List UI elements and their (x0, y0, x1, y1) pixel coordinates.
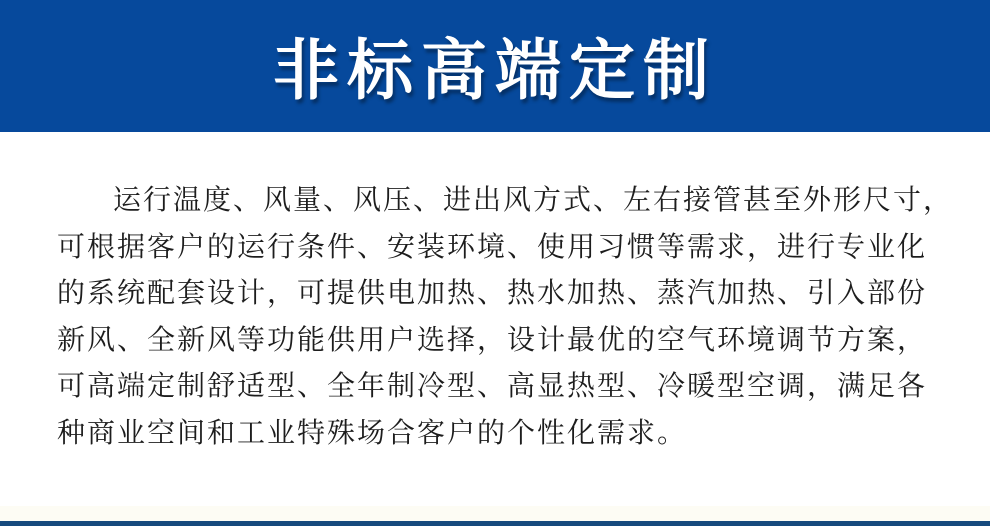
paragraph-line-5: 可高端定制舒适型、全年制冷型、高显热型、冷暖型空调，满足各 (57, 369, 928, 402)
page-title: 非标高端定制 (273, 31, 717, 109)
paragraph-line-2: 可根据客户的运行条件、安装环境、使用习惯等需求，进行专业化 (57, 229, 928, 263)
header-banner (0, 0, 990, 132)
paragraph-line-6: 种商业空间和工业特殊场合客户的个性化需求。 (57, 415, 688, 449)
body-text (57, 132, 962, 456)
paragraph-line-3: 的系统配套设计，可提供电加热、热水加热、蒸汽加热、引入部份 (57, 276, 928, 309)
paragraph-line-4: 新风、全新风等功能供用户选择，设计最优的空气环境调节方案， (57, 322, 928, 356)
footer-divider-bar (0, 521, 990, 526)
paragraph-line-1: 运行温度、风量、风压、进出风方式、左右接管甚至外形尺寸， (113, 183, 954, 216)
bottom-tint-strip (0, 506, 990, 521)
